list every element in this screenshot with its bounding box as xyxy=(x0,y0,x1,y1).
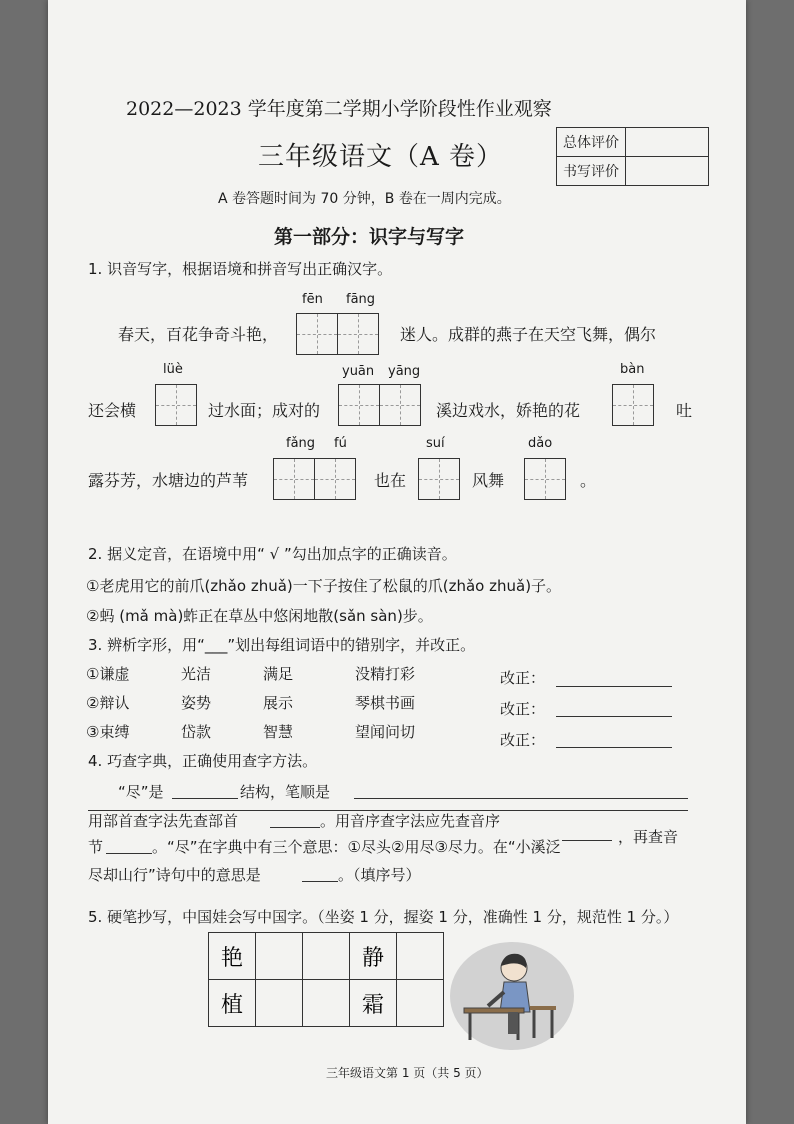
q3-word[interactable]: 琴棋书画 xyxy=(355,694,416,712)
initial-letter-blank[interactable] xyxy=(562,840,612,841)
syllable-blank[interactable] xyxy=(106,853,152,854)
q3-word[interactable]: 姿势 xyxy=(181,694,212,712)
copy-cell[interactable] xyxy=(303,980,350,1027)
pinyin-lue: lüè xyxy=(163,362,183,377)
q3-word[interactable]: 光洁 xyxy=(181,665,212,683)
copy-cell[interactable] xyxy=(397,933,444,980)
q4-line1-b: 结构，笔顺是 xyxy=(240,783,331,801)
q2-item-1[interactable]: ①老虎用它的前爪(zhǎo zhuǎ)一下子按住了松鼠的爪(zhǎo zhuǎ)子。 xyxy=(86,577,562,595)
q3-word[interactable]: 没精打彩 xyxy=(355,665,416,683)
copy-cell[interactable] xyxy=(397,980,444,1027)
q3-word[interactable]: ②辩认 xyxy=(86,694,130,712)
copy-cell[interactable] xyxy=(256,933,303,980)
answer-grid-dao[interactable] xyxy=(524,458,566,500)
correction-label: 改正： xyxy=(500,669,546,687)
q1-text-10: 。 xyxy=(580,471,597,490)
q1-text-7: 露芬芳，水塘边的芦苇 xyxy=(88,471,249,490)
q4-line2-a: 用部首查字法先查部首 xyxy=(88,812,239,830)
model-char: 艳 xyxy=(209,933,256,980)
q4-line4-a: 尽却山行”诗句中的意思是 xyxy=(88,866,261,884)
pinyin-fang: fāng xyxy=(346,292,376,307)
eval-box-overall[interactable] xyxy=(626,128,709,157)
q1-text-8: 也在 xyxy=(374,471,407,490)
model-char: 静 xyxy=(350,933,397,980)
part1-title: 第一部分：识字与写字 xyxy=(274,226,465,248)
answer-grid-fenfang[interactable] xyxy=(296,313,379,355)
pinyin-fu: fú xyxy=(334,436,347,451)
structure-blank[interactable] xyxy=(172,798,238,799)
q4-line1-a: “尽”是 xyxy=(118,783,164,801)
q1-text-9: 风舞 xyxy=(472,471,505,490)
q4-line4-b: 。（填序号） xyxy=(338,866,421,884)
answer-grid-ban[interactable] xyxy=(612,384,654,426)
correction-label: 改正： xyxy=(500,700,546,718)
q3-word[interactable]: 满足 xyxy=(263,665,294,683)
q4-prompt: 4. 巧查字典，正确使用查字方法。 xyxy=(88,752,318,770)
correction-blank-3[interactable] xyxy=(556,747,672,748)
pinyin-ban: bàn xyxy=(620,362,645,377)
q4-line3-a: 节 xyxy=(88,838,104,856)
time-note: A 卷答题时间为 70 分钟，B 卷在一周内完成。 xyxy=(218,191,511,207)
pinyin-sui: suí xyxy=(426,436,445,451)
pinyin-yang: yāng xyxy=(388,364,421,379)
q2-item-2[interactable]: ②蚂 (mǎ mà)蚱正在草丛中悠闲地散(sǎn sàn)步。 xyxy=(86,607,433,625)
q3-prompt: 3. 辨析字形，用“___”划出每组词语中的错别字，并改正。 xyxy=(88,636,476,654)
q2-prompt: 2. 据义定音，在语境中用“ √ ”勾出加点字的正确读音。 xyxy=(88,545,457,563)
q1-text-4: 过水面；成对的 xyxy=(208,401,321,420)
radical-blank[interactable] xyxy=(270,827,320,828)
answer-grid-fangfu[interactable] xyxy=(273,458,356,500)
pinyin-fang3: fǎng xyxy=(286,436,316,451)
correction-blank-1[interactable] xyxy=(556,686,672,687)
pinyin-fen: fēn xyxy=(302,292,323,307)
eval-label-writing: 书写评价 xyxy=(557,157,626,186)
q1-text-1: 春天，百花争奇斗艳， xyxy=(118,325,279,344)
meaning-blank[interactable] xyxy=(302,881,338,882)
q1-text-2: 迷人。成群的燕子在天空飞舞，偶尔 xyxy=(400,325,657,344)
model-char: 植 xyxy=(209,980,256,1027)
q5-prompt: 5. 硬笔抄写，中国娃会写中国字。（坐姿 1 分，握姿 1 分，准确性 1 分，规范性 1 分。） xyxy=(88,908,679,926)
answer-grid-lue[interactable] xyxy=(155,384,197,426)
eval-label-overall: 总体评价 xyxy=(557,128,626,157)
copy-cell[interactable] xyxy=(303,933,350,980)
q1-text-5: 溪边戏水，娇艳的花 xyxy=(436,401,581,420)
model-char: 霜 xyxy=(350,980,397,1027)
copy-cell[interactable] xyxy=(256,980,303,1027)
evaluation-table xyxy=(556,127,709,186)
correction-label: 改正： xyxy=(500,731,546,749)
answer-grid-sui[interactable] xyxy=(418,458,460,500)
q4-line2-b: 。用音序查字法应先查音序 xyxy=(320,812,501,830)
pinyin-dao: dǎo xyxy=(528,436,553,451)
q3-word[interactable]: 智慧 xyxy=(263,723,294,741)
eval-box-writing[interactable] xyxy=(626,157,709,186)
q3-word[interactable]: 展示 xyxy=(263,694,294,712)
q3-word[interactable]: 岱款 xyxy=(181,723,212,741)
q1-text-6: 吐 xyxy=(676,401,693,420)
q4-line2-c: ，再查音 xyxy=(618,828,679,846)
answer-grid-yuanyang[interactable] xyxy=(338,384,421,426)
copy-writing-grid xyxy=(208,932,444,1027)
exam-title: 2022—2023 学年度第二学期小学阶段性作业观察 xyxy=(126,98,552,120)
stroke-order-blank[interactable] xyxy=(354,798,688,799)
q1-text-3: 还会横 xyxy=(88,401,137,420)
q3-word[interactable]: ③束缚 xyxy=(86,723,130,741)
q1-prompt: 1. 识音写字，根据语境和拼音写出正确汉字。 xyxy=(88,260,393,278)
correction-blank-2[interactable] xyxy=(556,716,672,717)
q4-line3-b: 。“尽”在字典中有三个意思：①尽头②用尽③尽力。在“小溪泛 xyxy=(152,838,561,856)
child-writing-illustration xyxy=(448,940,576,1052)
q3-word[interactable]: ①谦虚 xyxy=(86,665,130,683)
q3-word[interactable]: 望闻问切 xyxy=(355,723,416,741)
page-footer: 三年级语文第 1 页（共 5 页） xyxy=(326,1066,489,1080)
exam-subtitle: 三年级语文（A 卷） xyxy=(258,142,504,172)
pinyin-yuan: yuān xyxy=(342,364,375,379)
